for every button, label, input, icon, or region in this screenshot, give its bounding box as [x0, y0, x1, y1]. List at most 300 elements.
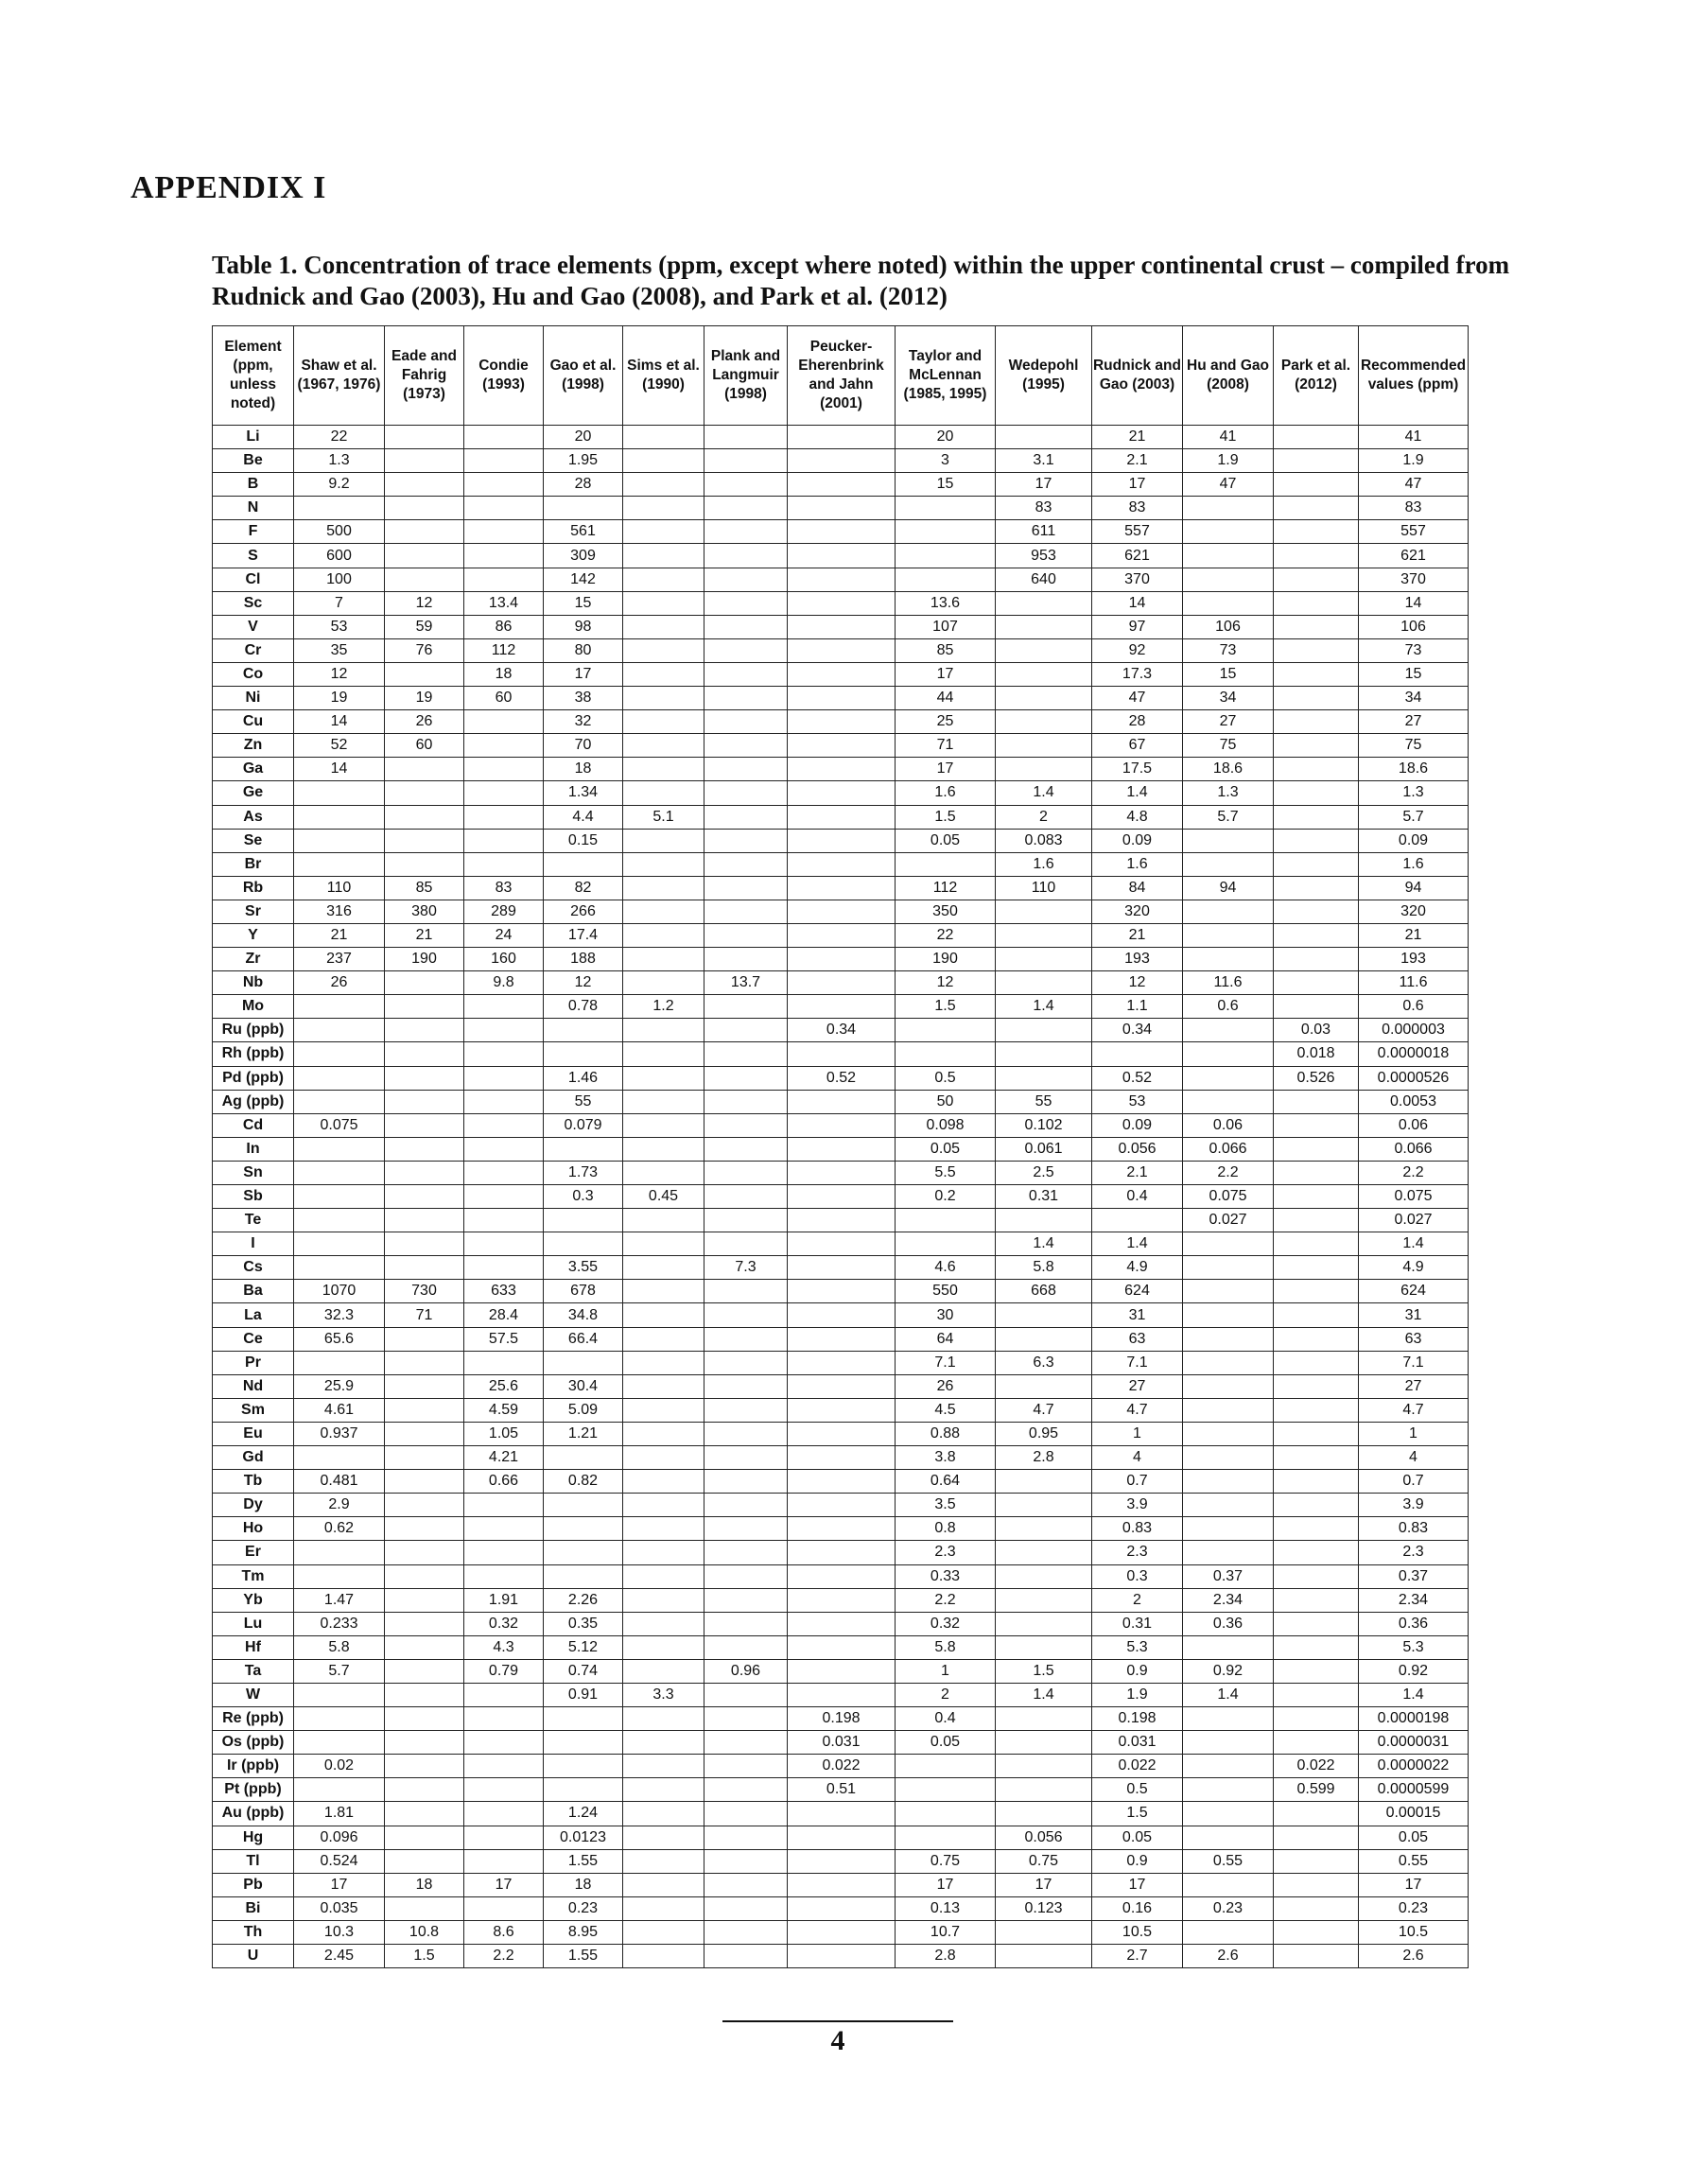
value-cell: 31 [1092, 1303, 1183, 1327]
value-cell [623, 1161, 704, 1184]
value-cell: 0.0000022 [1359, 1755, 1469, 1778]
element-cell: Th [213, 1920, 294, 1944]
value-cell [385, 1541, 464, 1564]
value-cell: 1.6 [1092, 852, 1183, 876]
value-cell: 21 [385, 923, 464, 947]
value-cell [385, 1731, 464, 1755]
value-cell [788, 1303, 896, 1327]
value-cell: 6.3 [996, 1351, 1092, 1374]
value-cell: 4.61 [294, 1398, 385, 1422]
value-cell: 14 [1092, 591, 1183, 615]
element-cell: B [213, 473, 294, 497]
value-cell [996, 1778, 1092, 1802]
value-cell: 80 [544, 638, 623, 662]
value-cell [704, 1374, 788, 1398]
value-cell [544, 1494, 623, 1517]
value-cell [385, 449, 464, 473]
value-cell: 4 [1359, 1446, 1469, 1470]
value-cell: 0.31 [996, 1185, 1092, 1209]
value-cell [385, 1659, 464, 1683]
value-cell [996, 1374, 1092, 1398]
table-row [213, 520, 1469, 544]
table-row [213, 805, 1469, 829]
value-cell [385, 1185, 464, 1209]
element-cell: Sc [213, 591, 294, 615]
value-cell: 0.35 [544, 1612, 623, 1635]
value-cell [996, 1755, 1092, 1778]
element-cell: Y [213, 923, 294, 947]
value-cell [544, 1707, 623, 1731]
value-cell [464, 852, 544, 876]
value-cell: 0.7 [1092, 1470, 1183, 1494]
element-cell: Gd [213, 1446, 294, 1470]
value-cell [464, 1113, 544, 1137]
value-cell [788, 1920, 896, 1944]
value-cell: 1.4 [996, 1683, 1092, 1706]
value-cell [1274, 1896, 1359, 1920]
value-cell [294, 995, 385, 1019]
value-cell [704, 1209, 788, 1232]
value-cell: 370 [1359, 568, 1469, 591]
value-cell: 0.233 [294, 1612, 385, 1635]
value-cell: 0.06 [1183, 1113, 1274, 1137]
value-cell [623, 520, 704, 544]
value-cell [464, 1137, 544, 1161]
value-cell: 17 [464, 1873, 544, 1896]
value-cell [896, 1802, 996, 1826]
value-cell: 63 [1359, 1327, 1469, 1351]
element-cell: Hg [213, 1826, 294, 1849]
value-cell [385, 1683, 464, 1706]
table-caption: Table 1. Concentration of trace elements (ppm, except where noted) within the upper continental crust – compiled from Rudnick and Gao (2003), Hu and Gao (2008), and Park et al. (2012) [212, 251, 1510, 310]
value-cell [464, 1494, 544, 1517]
value-cell: 350 [896, 900, 996, 923]
value-cell [704, 1755, 788, 1778]
table-row [213, 923, 1469, 947]
value-cell [1274, 1303, 1359, 1327]
value-cell [294, 1564, 385, 1588]
value-cell: 17 [996, 473, 1092, 497]
value-cell: 0.05 [896, 1731, 996, 1755]
value-cell: 13.4 [464, 591, 544, 615]
value-cell: 1.5 [1092, 1802, 1183, 1826]
value-cell [1183, 1494, 1274, 1517]
value-cell: 71 [896, 734, 996, 758]
value-cell: 17 [1092, 1873, 1183, 1896]
table-row [213, 1945, 1469, 1968]
value-cell: 0.96 [704, 1659, 788, 1683]
value-cell: 0.92 [1183, 1659, 1274, 1683]
table-row [213, 615, 1469, 638]
value-cell: 5.7 [1183, 805, 1274, 829]
value-cell [1274, 1090, 1359, 1113]
value-cell [788, 1635, 896, 1659]
value-cell: 0.599 [1274, 1778, 1359, 1802]
value-cell: 17.4 [544, 923, 623, 947]
value-cell [1274, 1494, 1359, 1517]
value-cell [996, 1707, 1092, 1731]
value-cell [788, 948, 896, 971]
value-cell [704, 1494, 788, 1517]
element-cell: Sn [213, 1161, 294, 1184]
value-cell [704, 1517, 788, 1541]
value-cell: 26 [294, 971, 385, 995]
table-row [213, 1826, 1469, 1849]
value-cell: 0.079 [544, 1113, 623, 1137]
value-cell: 0.481 [294, 1470, 385, 1494]
value-cell [996, 1588, 1092, 1612]
value-cell: 5.7 [294, 1659, 385, 1683]
value-cell [623, 876, 704, 900]
value-cell: 0.82 [544, 1470, 623, 1494]
element-cell: Yb [213, 1588, 294, 1612]
element-cell: Cu [213, 710, 294, 734]
value-cell: 0.6 [1359, 995, 1469, 1019]
element-cell: Pb [213, 1873, 294, 1896]
value-cell [896, 1232, 996, 1256]
value-cell: 2.1 [1092, 1161, 1183, 1184]
value-cell [1183, 1826, 1274, 1849]
value-cell [385, 1849, 464, 1873]
value-cell [1274, 876, 1359, 900]
value-cell: 0.0000031 [1359, 1731, 1469, 1755]
value-cell: 10.3 [294, 1920, 385, 1944]
value-cell [1183, 1327, 1274, 1351]
value-cell [704, 1849, 788, 1873]
table-row [213, 638, 1469, 662]
value-cell: 4 [1092, 1446, 1183, 1470]
value-cell: 15 [1183, 662, 1274, 686]
value-cell [788, 971, 896, 995]
value-cell: 38 [544, 687, 623, 710]
element-cell: Co [213, 662, 294, 686]
value-cell [788, 710, 896, 734]
value-cell: 1.6 [896, 781, 996, 805]
element-cell: Os (ppb) [213, 1731, 294, 1755]
value-cell [788, 1422, 896, 1445]
value-cell [385, 995, 464, 1019]
value-cell: 85 [385, 876, 464, 900]
value-cell [1274, 1612, 1359, 1635]
table-row [213, 1422, 1469, 1445]
value-cell: 289 [464, 900, 544, 923]
value-cell: 83 [996, 497, 1092, 520]
value-cell: 47 [1183, 473, 1274, 497]
value-cell [996, 426, 1092, 449]
table-row [213, 1755, 1469, 1778]
value-cell [704, 615, 788, 638]
value-cell [788, 1327, 896, 1351]
value-cell [544, 1755, 623, 1778]
value-cell: 0.62 [294, 1517, 385, 1541]
value-cell [464, 1826, 544, 1849]
value-cell: 640 [996, 568, 1092, 591]
value-cell: 30 [896, 1303, 996, 1327]
value-cell: 561 [544, 520, 623, 544]
value-cell: 30.4 [544, 1374, 623, 1398]
value-cell [385, 1755, 464, 1778]
value-cell [464, 1731, 544, 1755]
value-cell [623, 1731, 704, 1755]
value-cell [623, 710, 704, 734]
value-cell [385, 1232, 464, 1256]
value-cell [464, 829, 544, 852]
element-cell: Eu [213, 1422, 294, 1445]
value-cell [788, 805, 896, 829]
value-cell [544, 497, 623, 520]
value-cell [385, 1209, 464, 1232]
value-cell: 97 [1092, 615, 1183, 638]
value-cell [996, 1635, 1092, 1659]
value-cell: 1.6 [1359, 852, 1469, 876]
value-cell: 1.5 [896, 805, 996, 829]
value-cell: 0.95 [996, 1422, 1092, 1445]
value-cell [1274, 971, 1359, 995]
value-cell [996, 1920, 1092, 1944]
value-cell [464, 1802, 544, 1826]
value-cell: 21 [1092, 923, 1183, 947]
value-cell: 1 [1359, 1422, 1469, 1445]
value-cell [704, 1280, 788, 1303]
value-cell: 0.05 [1359, 1826, 1469, 1849]
value-cell [385, 1635, 464, 1659]
value-cell: 1.91 [464, 1588, 544, 1612]
value-cell [788, 876, 896, 900]
value-cell [788, 1446, 896, 1470]
value-cell: 0.16 [1092, 1896, 1183, 1920]
element-cell: Ce [213, 1327, 294, 1351]
value-cell [464, 1778, 544, 1802]
value-cell: 0.000003 [1359, 1019, 1469, 1042]
value-cell [1274, 1588, 1359, 1612]
value-cell [704, 1232, 788, 1256]
value-cell [294, 1707, 385, 1731]
value-cell [1183, 1778, 1274, 1802]
value-cell [788, 1588, 896, 1612]
value-cell [704, 520, 788, 544]
value-cell [623, 1327, 704, 1351]
element-cell: Sm [213, 1398, 294, 1422]
value-cell: 0.33 [896, 1564, 996, 1588]
value-cell: 63 [1092, 1327, 1183, 1351]
value-cell [385, 426, 464, 449]
value-cell: 13.7 [704, 971, 788, 995]
value-cell: 34 [1359, 687, 1469, 710]
value-cell: 100 [294, 568, 385, 591]
table-row [213, 1019, 1469, 1042]
value-cell: 4.7 [1359, 1398, 1469, 1422]
table-row [213, 449, 1469, 473]
value-cell [896, 568, 996, 591]
table-row [213, 1659, 1469, 1683]
value-cell [385, 781, 464, 805]
value-cell: 3.9 [1359, 1494, 1469, 1517]
value-cell: 0.3 [544, 1185, 623, 1209]
value-cell: 557 [1092, 520, 1183, 544]
value-cell [294, 497, 385, 520]
value-cell [704, 734, 788, 758]
table-row [213, 1161, 1469, 1184]
column-header: Plank and Langmuir (1998) [704, 326, 788, 426]
value-cell: 0.32 [896, 1612, 996, 1635]
value-cell [544, 852, 623, 876]
value-cell: 112 [464, 638, 544, 662]
value-cell: 2.3 [1092, 1541, 1183, 1564]
value-cell [996, 948, 1092, 971]
element-cell: I [213, 1232, 294, 1256]
value-cell [1274, 1849, 1359, 1873]
value-cell: 0.6 [1183, 995, 1274, 1019]
value-cell: 0.03 [1274, 1019, 1359, 1042]
value-cell: 1.5 [996, 1659, 1092, 1683]
value-cell [294, 1090, 385, 1113]
value-cell: 2.2 [896, 1588, 996, 1612]
value-cell: 621 [1092, 544, 1183, 568]
value-cell [623, 734, 704, 758]
value-cell [623, 1707, 704, 1731]
value-cell [623, 1635, 704, 1659]
value-cell: 0.056 [996, 1826, 1092, 1849]
value-cell [996, 1303, 1092, 1327]
value-cell [704, 1945, 788, 1968]
value-cell: 0.524 [294, 1849, 385, 1873]
value-cell [1274, 1280, 1359, 1303]
value-cell [623, 497, 704, 520]
value-cell [464, 781, 544, 805]
table-row [213, 426, 1469, 449]
table-row [213, 1541, 1469, 1564]
value-cell [788, 1090, 896, 1113]
value-cell [704, 1920, 788, 1944]
value-cell [1183, 1517, 1274, 1541]
value-cell [623, 1849, 704, 1873]
value-cell [385, 1398, 464, 1422]
value-cell [1274, 662, 1359, 686]
value-cell: 0.0000198 [1359, 1707, 1469, 1731]
value-cell: 0.0000526 [1359, 1066, 1469, 1090]
table-row [213, 1896, 1469, 1920]
value-cell [1274, 1707, 1359, 1731]
value-cell: 15 [544, 591, 623, 615]
table-row [213, 1588, 1469, 1612]
table-row [213, 1778, 1469, 1802]
value-cell [1274, 1161, 1359, 1184]
element-cell: Ga [213, 758, 294, 781]
value-cell [385, 1826, 464, 1849]
value-cell [623, 1256, 704, 1280]
value-cell: 730 [385, 1280, 464, 1303]
value-cell [704, 1541, 788, 1564]
value-cell: 53 [1092, 1090, 1183, 1113]
value-cell: 266 [544, 900, 623, 923]
value-cell [1274, 1398, 1359, 1422]
value-cell: 0.075 [294, 1113, 385, 1137]
value-cell [788, 520, 896, 544]
value-cell: 0.34 [1092, 1019, 1183, 1042]
value-cell [623, 615, 704, 638]
value-cell [464, 1232, 544, 1256]
value-cell [1274, 948, 1359, 971]
value-cell: 0.64 [896, 1470, 996, 1494]
table-row [213, 1327, 1469, 1351]
value-cell: 10.8 [385, 1920, 464, 1944]
value-cell [623, 923, 704, 947]
value-cell: 0.7 [1359, 1470, 1469, 1494]
value-cell: 550 [896, 1280, 996, 1303]
value-cell [1183, 1066, 1274, 1090]
value-cell: 2.1 [1092, 449, 1183, 473]
element-cell: As [213, 805, 294, 829]
page-number: 4 [830, 2025, 845, 2056]
value-cell: 1.47 [294, 1588, 385, 1612]
element-cell: Be [213, 449, 294, 473]
value-cell: 633 [464, 1280, 544, 1303]
value-cell: 60 [385, 734, 464, 758]
value-cell: 55 [996, 1090, 1092, 1113]
value-cell [704, 1303, 788, 1327]
table-row [213, 710, 1469, 734]
value-cell [623, 1564, 704, 1588]
value-cell: 0.34 [788, 1019, 896, 1042]
column-header: Park et al. (2012) [1274, 326, 1359, 426]
table-row [213, 948, 1469, 971]
value-cell: 0.78 [544, 995, 623, 1019]
value-cell [1274, 734, 1359, 758]
value-cell: 44 [896, 687, 996, 710]
value-cell [704, 829, 788, 852]
value-cell [385, 1422, 464, 1445]
value-cell [1274, 1541, 1359, 1564]
value-cell: 76 [385, 638, 464, 662]
value-cell [1274, 758, 1359, 781]
value-cell: 0.123 [996, 1896, 1092, 1920]
value-cell [1274, 1137, 1359, 1161]
value-cell [704, 1896, 788, 1920]
element-cell: S [213, 544, 294, 568]
table-row [213, 1398, 1469, 1422]
value-cell [996, 1066, 1092, 1090]
value-cell [294, 1731, 385, 1755]
value-cell [704, 710, 788, 734]
value-cell: 0.55 [1183, 1849, 1274, 1873]
value-cell [788, 1612, 896, 1635]
value-cell [1183, 1019, 1274, 1042]
element-cell: Ir (ppb) [213, 1755, 294, 1778]
appendix-title: APPENDIX I [130, 170, 327, 205]
value-cell [996, 1470, 1092, 1494]
value-cell [464, 1896, 544, 1920]
value-cell [294, 1019, 385, 1042]
value-cell: 0.8 [896, 1517, 996, 1541]
table-row [213, 1446, 1469, 1470]
value-cell: 17 [1092, 473, 1183, 497]
value-cell [996, 638, 1092, 662]
value-cell [788, 544, 896, 568]
value-cell [294, 805, 385, 829]
value-cell: 1.5 [385, 1945, 464, 1968]
value-cell [704, 1802, 788, 1826]
value-cell [1274, 1873, 1359, 1896]
value-cell: 21 [294, 923, 385, 947]
column-header: Sims et al. (1990) [623, 326, 704, 426]
value-cell [1183, 1422, 1274, 1445]
value-cell: 84 [1092, 876, 1183, 900]
value-cell [1274, 449, 1359, 473]
value-cell [788, 1826, 896, 1849]
value-cell: 7 [294, 591, 385, 615]
value-cell: 8.6 [464, 1920, 544, 1944]
value-cell: 0.061 [996, 1137, 1092, 1161]
